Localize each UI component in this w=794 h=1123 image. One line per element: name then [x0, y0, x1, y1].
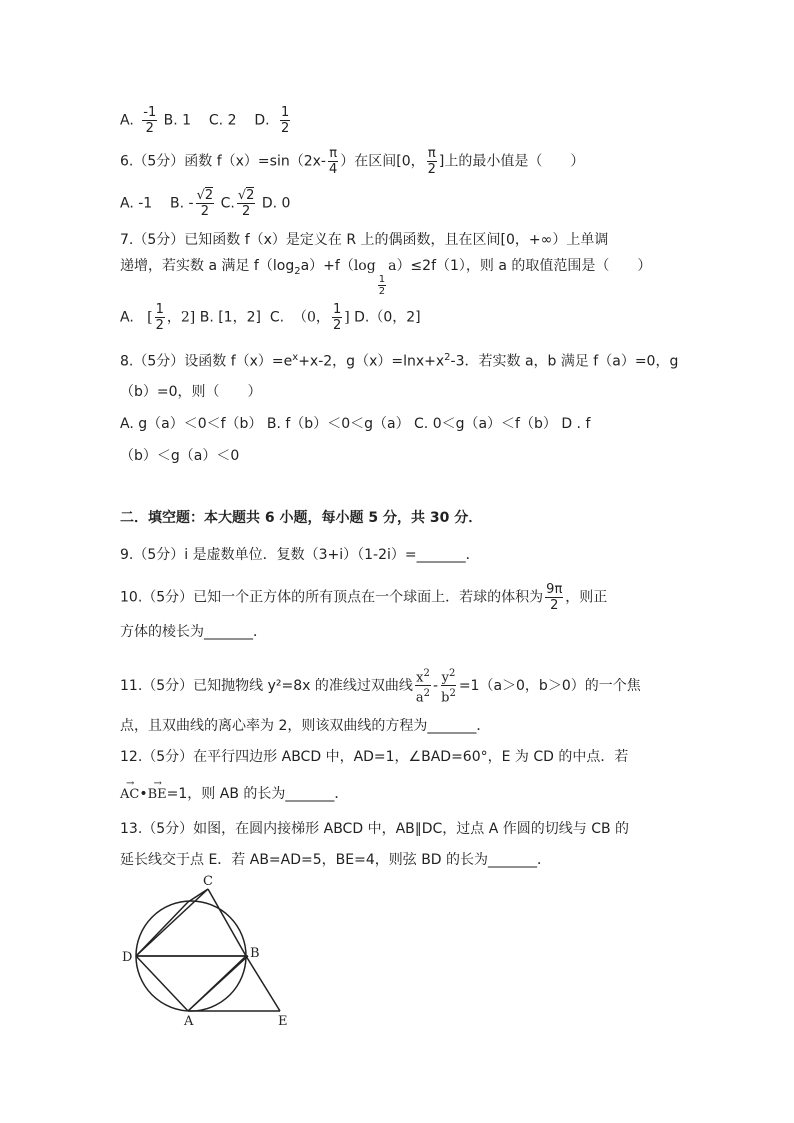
question-13-line-2: 延长线交于点 E．若 AB=AD=5，BE=4，则弦 BD 的长为_______． [120, 852, 552, 868]
label-d: D [122, 950, 133, 965]
question-10-line-1: 10.（5分）已知一个正方体的所有顶点在一个球面上．若球的体积为 $\frac{9\pi}{2}$ ，则正 [120, 582, 608, 613]
q5-options [120, 105, 292, 136]
vector-be: → BE [148, 785, 167, 805]
vector-ac: → AC [120, 785, 139, 805]
question-10-line-2: 方体的棱长为_______． [120, 624, 267, 640]
fraction: $\frac{y^2}{b^2}$ [441, 668, 456, 706]
question-12-line-2: → AC•→ BE=1，则 AB 的长为_______． [120, 784, 348, 805]
question-13-line-1: 13.（5分）如图，在圆内接梯形 ABCD 中，AB∥DC，过点 A 作圆的切线与 CB 的 [120, 821, 630, 837]
question-11-line-1: 11.（5分）已知抛物线 y²=8x 的准线过双曲线 $\frac{x^2}{a^2}$ - $\frac{y^2}{b^2}$ =1（a＞0，b＞0）的一个焦 [120, 668, 641, 706]
option-a-label: A. [120, 112, 134, 129]
label-c: C [203, 875, 213, 889]
question-7-line-2: 递增，若实数 a 满足 $f(\log_2a)+f(\log$ $\frac{1}{2}$ a）≤2f（1），则 a 的取值范围是（ ） [120, 258, 652, 297]
fraction: $\frac{\pi}{2}$ [427, 146, 436, 177]
fraction: $\frac{√2}{2}$ [237, 188, 255, 219]
question-8-line-2: （b）=0，则（ ） [120, 384, 262, 400]
question-6: 6.（5分）函数 f（x）=sin（2x- $\frac{\pi}{4}$ ）在区间[0， $\frac{\pi}{2}$ ]上的最小值是（ ） [120, 146, 585, 177]
label-e: E [278, 1014, 288, 1025]
question-8-options-1: A. g（a）＜0＜f（b） B. f（b）＜0＜g（a） C. 0＜g（a）＜f（b） D . f [120, 416, 591, 432]
question-7-options: A. [ $\frac{1}{2}$ ，2] B. [1，2] C. （0， $\frac{1}{2}$ ] D.（0，2] [120, 302, 421, 333]
option-c: C. 2 [208, 112, 237, 129]
question-8-options-2: （b）＜g（a）＜0 [120, 448, 240, 464]
fraction: $\frac{\pi}{4}$ [328, 146, 338, 177]
segment-inner-4 [188, 889, 208, 902]
option-d-label: D. [254, 112, 270, 129]
question-8-line-1: 8.（5分）设函数 $f(x)=e^x+x-2$，$g(x)=\ln x+x^2-3$．若实数 a，b 满足 f（a）=0，g [120, 352, 679, 370]
question-11-line-2: 点，且双曲线的离心率为 2，则该双曲线的方程为_______． [120, 718, 491, 734]
fraction: $\frac{1}{2}$ [155, 302, 164, 333]
fraction: $\frac{9\pi}{2}$ [546, 582, 563, 613]
label-a: A [184, 1014, 194, 1025]
fraction: $\frac{1}{2}$ [332, 302, 342, 333]
question-7-line-1: 7.（5分）已知函数 f（x）是定义在 R 上的偶函数，且在区间[0，+∞）上单调 [120, 232, 609, 248]
question-12-line-1: 12.（5分）在平行四边形 ABCD 中，AD=1，∠BAD=60°，E 为 CD 的中点．若 [120, 749, 629, 765]
label-b: B [250, 946, 260, 961]
option-b: B. 1 [163, 112, 192, 129]
question-6-options: A. -1 B. - $\frac{√2}{2}$ C. $\frac{√2}{2}$ D. 0 [120, 188, 291, 219]
fraction: $\frac{1}{2}$ [378, 274, 386, 297]
segment-be [246, 956, 280, 1011]
fraction: $\frac{1}{2}$ [281, 105, 290, 136]
question-9: 9.（5分）i 是虚数单位．复数（3+i）（1-2i）=_______． [120, 547, 480, 563]
section-heading: 二．填空题：本大题共 6 小题，每小题 5 分，共 30 分． [120, 510, 483, 526]
fraction: $\frac{-1}{2}$ [143, 105, 157, 136]
fraction: $\frac{√2}{2}$ [196, 188, 214, 219]
geometry-figure [110, 875, 310, 1025]
fraction: $\frac{x^2}{a^2}$ [415, 668, 431, 706]
segment-cb [208, 889, 246, 956]
